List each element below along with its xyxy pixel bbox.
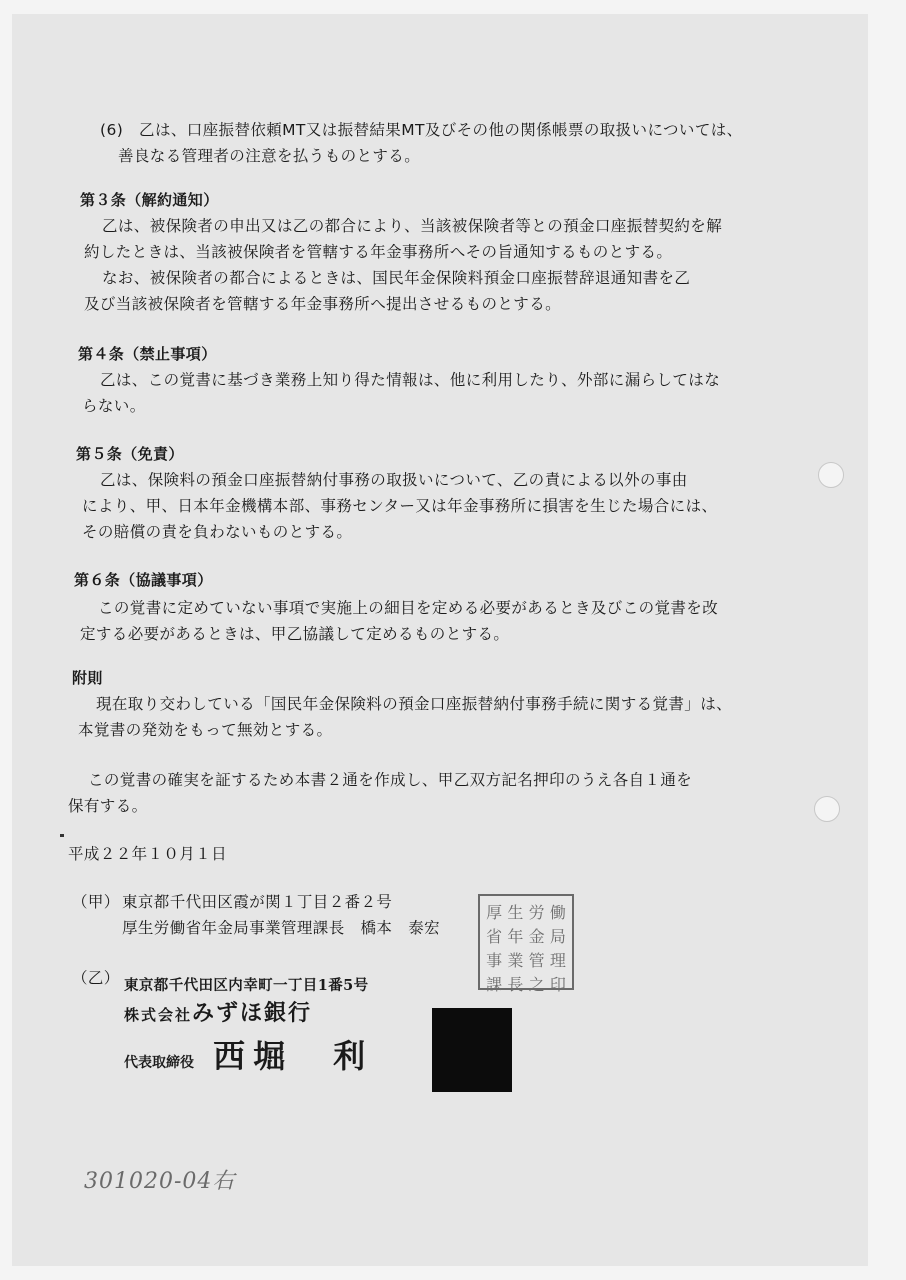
party-b-company-name: みずほ銀行 <box>192 1000 313 1026</box>
seal-glyph: 長 <box>507 975 524 994</box>
clause-6-line-2: 善良なる管理者の注意を払うものとする。 <box>118 147 421 165</box>
seal-glyph: 金 <box>528 927 545 946</box>
article-3-line-2: 約したときは、当該被保険者を管轄する年金事務所へその旨通知するものとする。 <box>84 243 673 261</box>
party-a-title-name: 厚生労働省年金局事業管理課長 橋本 泰宏 <box>122 919 441 937</box>
article-5-line-2: により、甲、日本年金機構本部、事務センター又は年金事務所に損害を生じた場合には、 <box>82 497 718 515</box>
seal-glyph: 業 <box>507 951 524 970</box>
article-6-line-2: 定する必要があるときは、甲乙協議して定めるものとする。 <box>80 625 510 643</box>
article-5-heading: 第５条（免責） <box>76 445 184 463</box>
clause-6-line-1: (6) 乙は、口座振替依頼MT又は振替結果MT及びその他の関係帳票の取扱いについては、 <box>100 121 743 139</box>
article-4-heading: 第４条（禁止事項） <box>78 345 217 363</box>
seal-glyph: 之 <box>528 975 545 994</box>
party-b-address: 東京都千代田区内幸町一丁目1番5号 <box>124 977 369 994</box>
article-5-line-3: その賠償の責を負わないものとする。 <box>82 523 353 541</box>
closing-line-2: 保有する。 <box>68 797 148 815</box>
article-3-line-1: 乙は、被保険者の申出又は乙の都合により、当該被保険者等との預金口座振替契約を解 <box>102 217 723 235</box>
article-4-line-2: らない。 <box>82 397 146 415</box>
seal-glyph: 管 <box>528 951 545 970</box>
redacted-seal <box>432 1008 512 1092</box>
seal-glyph: 年 <box>507 927 524 946</box>
seal-glyph: 省 <box>486 927 503 946</box>
seal-glyph: 印 <box>549 975 566 994</box>
article-3-heading: 第３条（解約通知） <box>80 191 219 209</box>
seal-glyph: 労 <box>528 903 545 922</box>
article-6-line-1: この覚書に定めていない事項で実施上の細目を定める必要があるとき及びこの覚書を改 <box>98 599 719 617</box>
handwritten-note: 301020-04右 <box>84 1169 236 1194</box>
seal-glyph: 厚 <box>486 903 503 922</box>
party-b-label: （乙） <box>72 969 120 987</box>
punch-hole-lower <box>814 796 840 822</box>
article-6-heading: 第６条（協議事項） <box>74 571 213 589</box>
scan-speck <box>60 834 64 837</box>
document-page <box>12 14 868 1266</box>
party-b-rep-name: 西堀 利 <box>213 1037 374 1075</box>
article-5-line-1: 乙は、保険料の預金口座振替納付事務の取扱いについて、乙の責による以外の事由 <box>100 471 688 489</box>
supplementary-line-2: 本覚書の発効をもって無効とする。 <box>78 721 333 739</box>
supplementary-line-1: 現在取り交わしている「国民年金保険料の預金口座振替納付事務手続に関する覚書」は、 <box>96 695 733 713</box>
party-b-rep-title: 代表取締役 <box>124 1055 194 1071</box>
seal-glyph: 局 <box>549 927 566 946</box>
seal-glyph: 働 <box>549 903 566 922</box>
party-b-representative <box>124 1036 373 1083</box>
article-3-line-4: 及び当該被保険者を管轄する年金事務所へ提出させるものとする。 <box>84 295 562 313</box>
supplementary-heading: 附則 <box>72 669 103 687</box>
party-a-address: 東京都千代田区霞が関１丁目２番２号 <box>122 893 393 911</box>
seal-glyph: 理 <box>549 951 566 970</box>
seal-glyph: 生 <box>507 903 524 922</box>
document-date: 平成２２年１０月１日 <box>68 845 228 863</box>
punch-hole-upper <box>818 462 844 488</box>
party-b-company <box>124 998 312 1030</box>
seal-glyph: 事 <box>486 951 503 970</box>
closing-line-1: この覚書の確実を証するため本書２通を作成し、甲乙双方記名押印のうえ各自１通を <box>88 771 693 789</box>
article-3-line-3: なお、被保険者の都合によるときは、国民年金保険料預金口座振替辞退通知書を乙 <box>102 269 691 287</box>
party-b-company-prefix: 株式会社 <box>124 1006 193 1024</box>
article-4-line-1: 乙は、この覚書に基づき業務上知り得た情報は、他に利用したり、外部に漏らしてはな <box>100 371 721 389</box>
party-a-label: （甲） <box>72 893 120 911</box>
seal-glyph: 課 <box>486 975 503 994</box>
official-seal-stamp <box>478 894 574 994</box>
